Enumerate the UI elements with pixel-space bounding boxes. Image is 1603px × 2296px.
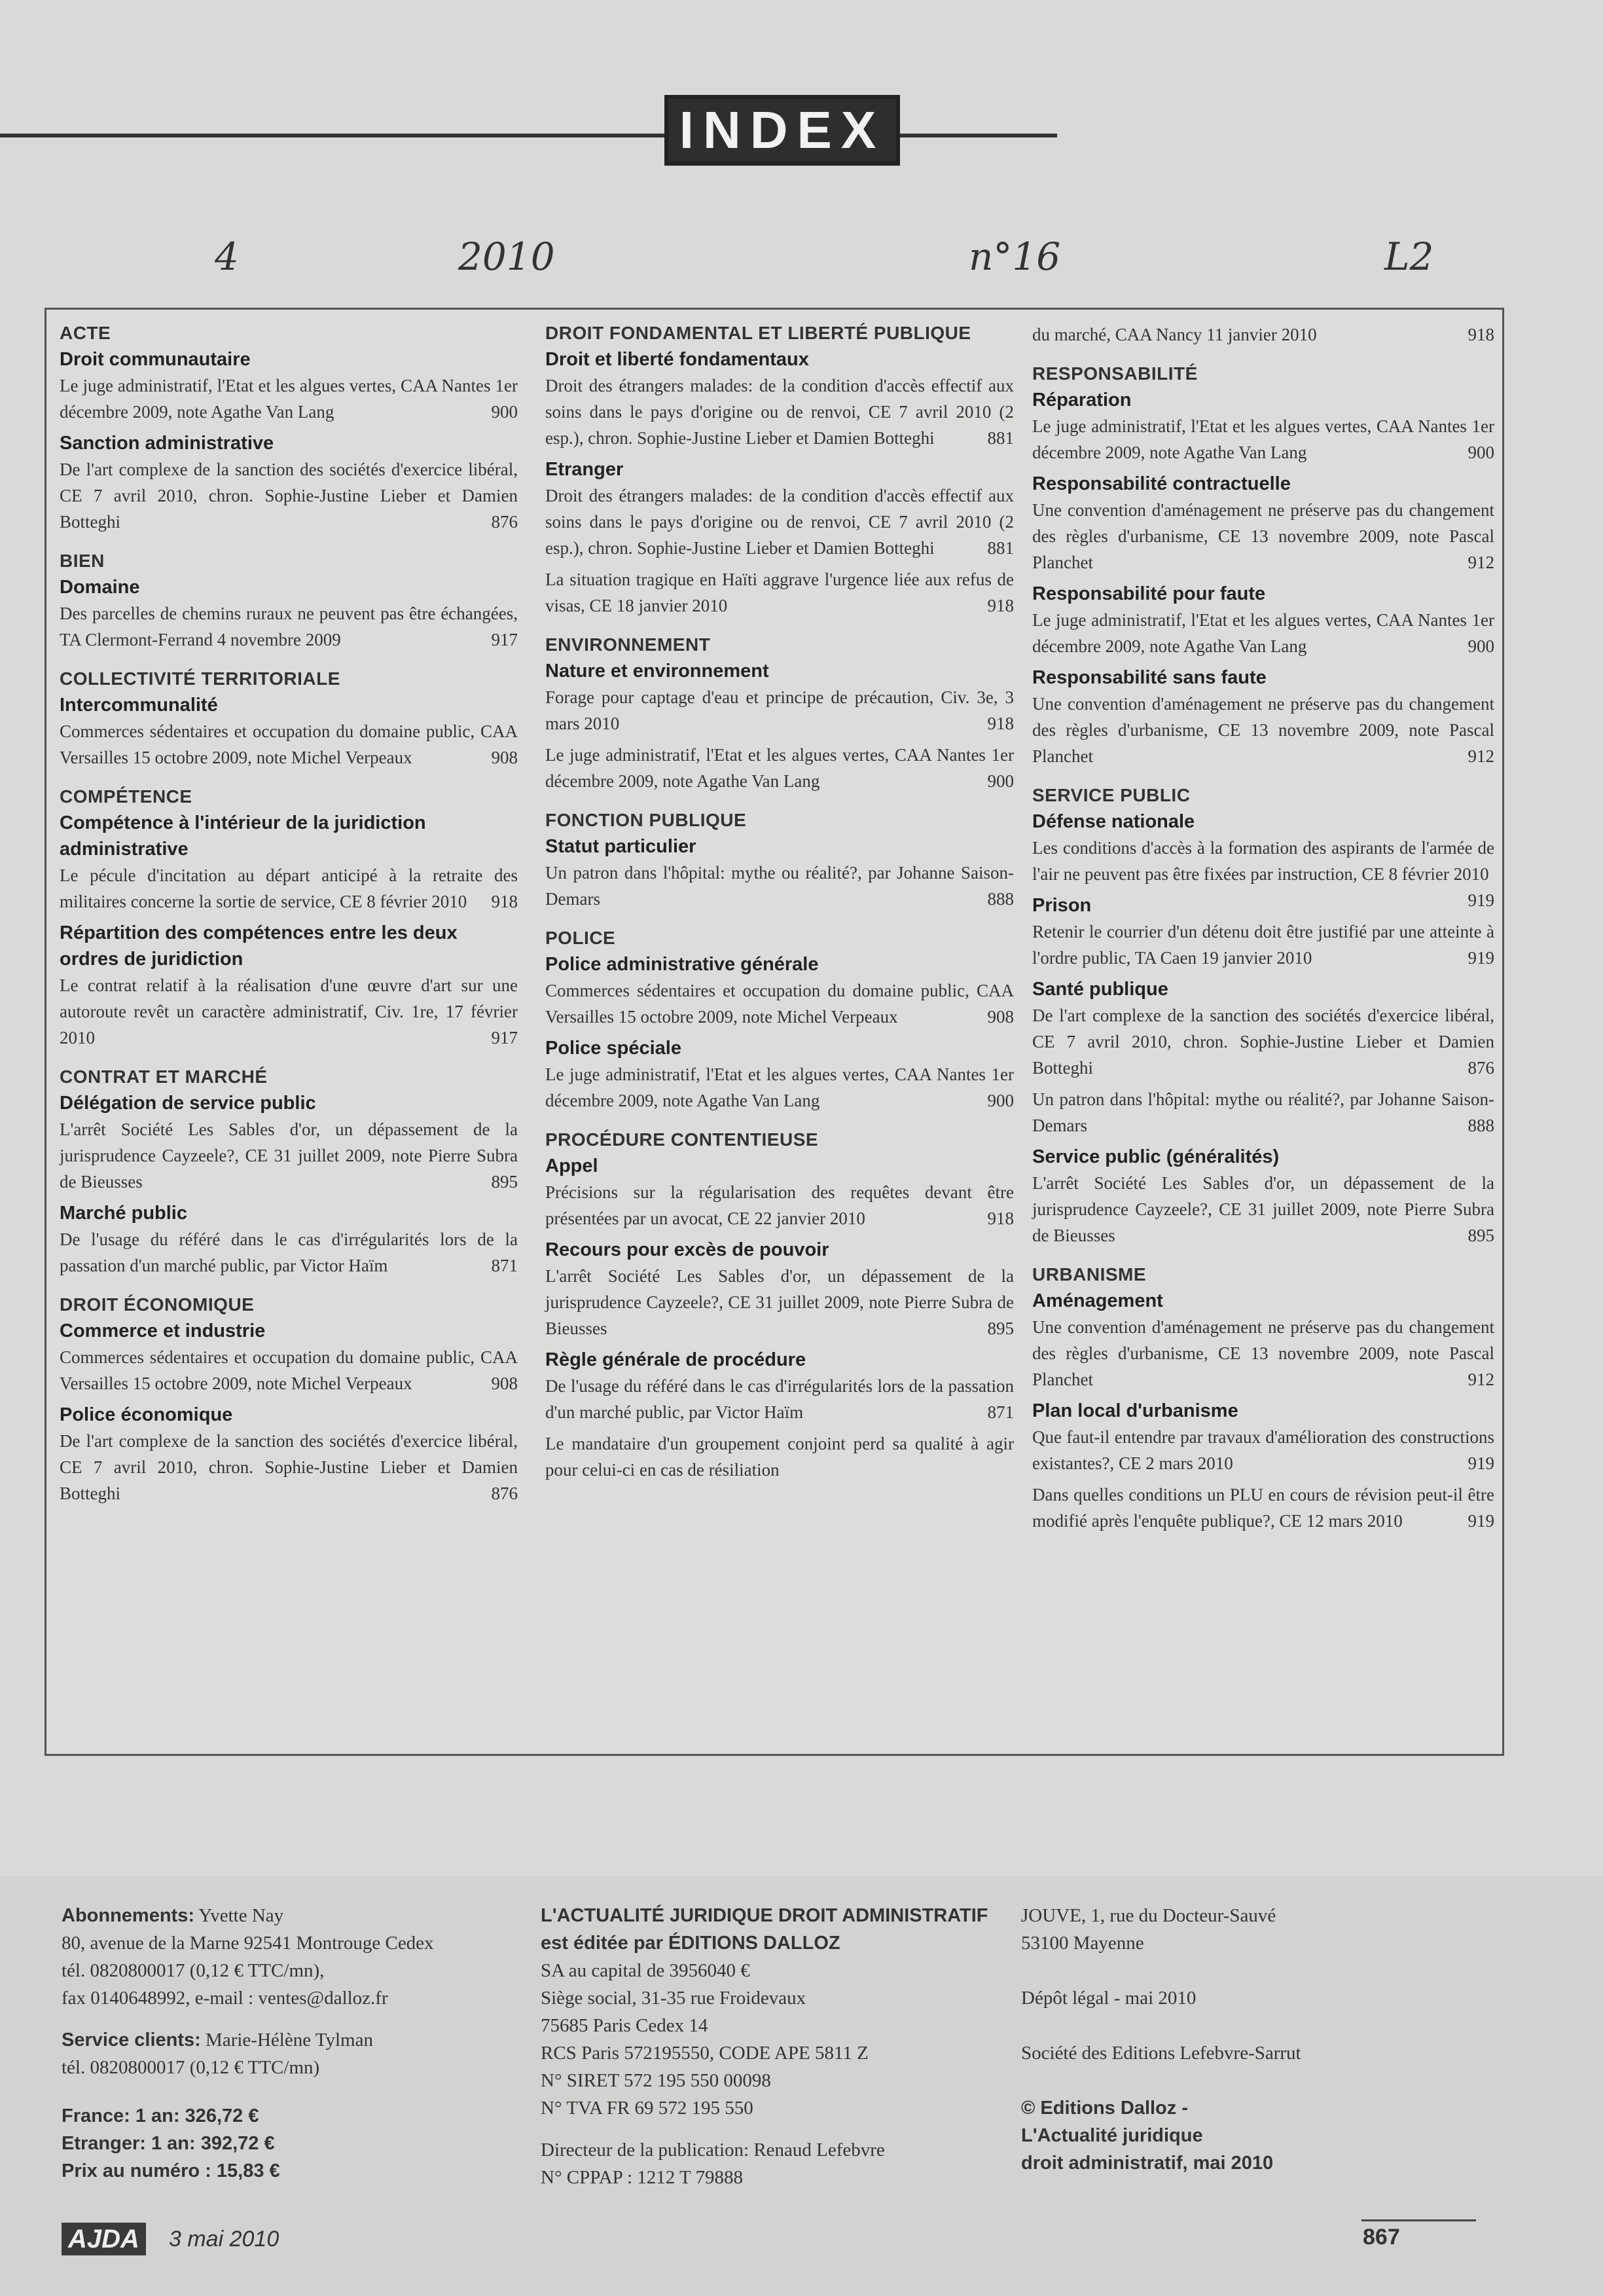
index-subsection-heading: Responsabilité pour faute bbox=[1032, 583, 1266, 604]
index-entry-text: De l'art complexe de la sanction des sociétés d'exercice libéral, CE 7 avril 2010, chron. Sophie-Justine Lieber et Damien Botteghi bbox=[60, 1431, 518, 1503]
index-entry bbox=[60, 862, 518, 915]
index-entry bbox=[1032, 497, 1494, 575]
index-entry-page: 917 bbox=[491, 1028, 518, 1048]
index-subsection-heading: Sanction administrative bbox=[60, 433, 274, 454]
index-entry-page: 900 bbox=[1468, 443, 1494, 462]
index-subsection-heading: Réparation bbox=[1032, 390, 1132, 410]
societe-editions: Société des Editions Lefebvre-Sarrut bbox=[1021, 2043, 1301, 2064]
publisher-line: SA au capital de 3956040 € bbox=[541, 1960, 750, 1981]
printer-line: 53100 Mayenne bbox=[1021, 1933, 1144, 1954]
index-subsection-heading: Appel bbox=[545, 1156, 598, 1176]
index-entry-page: 895 bbox=[987, 1319, 1014, 1338]
index-subsection-heading: Police administrative générale bbox=[545, 954, 819, 975]
price-france: France: 1 an: 326,72 € bbox=[62, 2105, 259, 2126]
index-entry-text: Les conditions d'accès à la formation des aspirants de l'armée de l'air ne peuvent pas être fixées par instruction, CE 8 février 2010 bbox=[1032, 838, 1494, 884]
index-entry bbox=[545, 1430, 1014, 1483]
index-entry-text: Le juge administratif, l'Etat et les algues vertes, CAA Nantes 1er décembre 2009, note Agathe Van Lang bbox=[545, 745, 1014, 791]
index-entry-page: 919 bbox=[1468, 948, 1494, 968]
index-entry-text: Dans quelles conditions un PLU en cours de révision peut-il être modifié après l'enquête publique?, CE 12 mars 2010 bbox=[1032, 1485, 1494, 1531]
index-entry-text: L'arrêt Société Les Sables d'or, un dépassement de la jurisprudence Cayzeele?, CE 31 juillet 2009, note Pierre Subra de Bieusses bbox=[60, 1120, 518, 1192]
index-entry bbox=[1032, 919, 1494, 971]
index-entry bbox=[545, 860, 1014, 912]
index-entry-text: Un patron dans l'hôpital: mythe ou réalité?, par Johanne Saison-Demars bbox=[545, 863, 1014, 909]
index-entry bbox=[60, 1116, 518, 1195]
index-entry-page: 919 bbox=[1468, 1511, 1494, 1531]
index-entry-page: 912 bbox=[1468, 1370, 1494, 1389]
index-entry bbox=[545, 483, 1014, 561]
publisher-line: RCS Paris 572195550, CODE APE 5811 Z bbox=[541, 2043, 869, 2064]
index-entry bbox=[545, 1061, 1014, 1114]
index-entry bbox=[60, 972, 518, 1051]
index-subsection-heading: Aménagement bbox=[1032, 1290, 1163, 1311]
index-entry bbox=[545, 1373, 1014, 1425]
index-entry-page: 895 bbox=[1468, 1226, 1494, 1245]
index-entry-text: Commerces sédentaires et occupation du domaine public, CAA Versailles 15 octobre 2009, note Michel Verpeaux bbox=[545, 981, 1014, 1027]
index-entry bbox=[1032, 321, 1494, 348]
index-section-heading: ENVIRONNEMENT bbox=[545, 634, 711, 655]
index-entry-page: 900 bbox=[1468, 636, 1494, 656]
index-subsection-heading: Responsabilité sans faute bbox=[1032, 667, 1267, 688]
abonnements-line: fax 0140648992, e-mail : ventes@dalloz.fr bbox=[62, 1988, 388, 2009]
index-entry-page: 912 bbox=[1468, 746, 1494, 766]
index-subsection-heading: Statut particulier bbox=[545, 836, 696, 857]
index-entry-text: L'arrêt Société Les Sables d'or, un dépassement de la jurisprudence Cayzeele?, CE 31 juillet 2009, note Pierre Subra de Bieusses bbox=[1032, 1173, 1494, 1245]
index-section-heading: SERVICE PUBLIC bbox=[1032, 785, 1191, 805]
copyright-line: droit administratif, mai 2010 bbox=[1021, 2153, 1274, 2174]
index-entry bbox=[545, 566, 1014, 619]
index-entry-text: Une convention d'aménagement ne préserve pas du changement des règles d'urbanisme, CE 13 novembre 2009, note Pascal Planchet bbox=[1032, 1317, 1494, 1389]
page-number: 867 bbox=[1363, 2225, 1400, 2250]
index-entry-text: De l'art complexe de la sanction des sociétés d'exercice libéral, CE 7 avril 2010, chron. Sophie-Justine Lieber et Damien Botteghi bbox=[60, 460, 518, 532]
index-subsection-heading: Compétence à l'intérieur de la juridiction administrative bbox=[60, 812, 426, 860]
cppap-number: N° CPPAP : 1212 T 79888 bbox=[541, 2167, 743, 2188]
index-entry-page: 918 bbox=[987, 714, 1014, 733]
header-rule-right bbox=[900, 134, 1057, 137]
index-section-heading: DROIT ÉCONOMIQUE bbox=[60, 1294, 255, 1315]
index-entry-page: 900 bbox=[491, 402, 518, 422]
index-section-heading: POLICE bbox=[545, 928, 616, 948]
index-entry-text: Commerces sédentaires et occupation du domaine public, CAA Versailles 15 octobre 2009, note Michel Verpeaux bbox=[60, 1347, 518, 1393]
index-subsection-heading: Police spéciale bbox=[545, 1038, 681, 1059]
index-entry-page: 871 bbox=[491, 1256, 518, 1275]
index-section-heading: COLLECTIVITÉ TERRITORIALE bbox=[60, 668, 340, 689]
index-entry-text: Le juge administratif, l'Etat et les algues vertes, CAA Nantes 1er décembre 2009, note Agathe Van Lang bbox=[60, 376, 518, 422]
index-column-3 bbox=[1032, 321, 1494, 1539]
publication-director: Directeur de la publication: Renaud Lefebvre bbox=[541, 2140, 885, 2160]
publisher-line: N° SIRET 572 195 550 00098 bbox=[541, 2070, 771, 2091]
index-subsection-heading: Etranger bbox=[545, 459, 624, 480]
index-entry bbox=[545, 1263, 1014, 1341]
index-subsection-heading: Délégation de service public bbox=[60, 1093, 316, 1114]
index-section-heading: PROCÉDURE CONTENTIEUSE bbox=[545, 1129, 819, 1150]
handwritten-note: n°16 bbox=[969, 234, 1061, 279]
index-entry-page: 919 bbox=[1468, 1453, 1494, 1473]
index-entry-text: De l'usage du référé dans le cas d'irrégularités lors de la passation d'un marché public, par Victor Haïm bbox=[60, 1230, 518, 1275]
footer-legal bbox=[1021, 1902, 1492, 2177]
handwritten-note: L2 bbox=[1384, 234, 1434, 279]
price-numero: Prix au numéro : 15,83 € bbox=[62, 2160, 280, 2181]
index-entry-page: 888 bbox=[987, 889, 1014, 909]
index-entry-text: De l'usage du référé dans le cas d'irrégularités lors de la passation d'un marché public, par Victor Haïm bbox=[545, 1376, 1014, 1422]
index-entry bbox=[60, 718, 518, 771]
index-entry-text: Droit des étrangers malades: de la condition d'accès effectif aux soins dans le pays d'origine ou de renvoi, CE 7 avril 2010 (2 esp.), chron. Sophie-Justine Lieber et Damien Botteghi bbox=[545, 376, 1014, 448]
index-entry-page: 912 bbox=[1468, 553, 1494, 572]
index-entry-text: du marché, CAA Nancy 11 janvier 2010 bbox=[1032, 325, 1317, 344]
index-entry-page: 918 bbox=[1468, 325, 1494, 344]
index-section-heading: CONTRAT ET MARCHÉ bbox=[60, 1066, 268, 1087]
index-subsection-heading: Répartition des compétences entre les deux ordres de juridiction bbox=[60, 922, 458, 970]
index-entry bbox=[1032, 1424, 1494, 1476]
index-entry-page: 908 bbox=[987, 1007, 1014, 1027]
index-entry bbox=[1032, 1002, 1494, 1081]
index-entry bbox=[545, 977, 1014, 1030]
index-subsection-heading: Règle générale de procédure bbox=[545, 1349, 806, 1370]
index-entry bbox=[60, 1226, 518, 1279]
index-entry-text: Le pécule d'incitation au départ anticipé à la retraite des militaires concerne la sortie de service, CE 8 février 2010 bbox=[60, 866, 518, 911]
index-banner bbox=[664, 95, 900, 166]
index-entry bbox=[60, 373, 518, 425]
index-entry-page: 919 bbox=[1468, 890, 1494, 910]
index-entry-text: Commerces sédentaires et occupation du domaine public, CAA Versailles 15 octobre 2009, note Michel Verpeaux bbox=[60, 721, 518, 767]
index-entry bbox=[545, 1179, 1014, 1231]
service-clients-label: Service clients: bbox=[62, 2030, 201, 2050]
publisher-line: Siège social, 31-35 rue Froidevaux bbox=[541, 1988, 806, 2009]
index-subsection-heading: Nature et environnement bbox=[545, 661, 769, 682]
index-entry-page: 908 bbox=[491, 1374, 518, 1393]
index-entry-text: L'arrêt Société Les Sables d'or, un dépassement de la jurisprudence Cayzeele?, CE 31 juillet 2009, note Pierre Subra de Bieusses bbox=[545, 1266, 1014, 1338]
index-entry bbox=[1032, 1314, 1494, 1393]
index-entry-text: Des parcelles de chemins ruraux ne peuvent pas être échangées, TA Clermont-Ferrand 4 novembre 2009 bbox=[60, 604, 518, 649]
depot-legal: Dépôt légal - mai 2010 bbox=[1021, 1988, 1197, 2009]
handwritten-note: 2010 bbox=[458, 234, 555, 279]
index-entry bbox=[60, 1428, 518, 1506]
index-entry-page: 895 bbox=[491, 1172, 518, 1192]
index-column-1 bbox=[60, 321, 518, 1512]
issue-date: 3 mai 2010 bbox=[169, 2227, 279, 2251]
index-entry-text: Précisions sur la régularisation des requêtes devant être présentées par un avocat, CE 22 janvier 2010 bbox=[545, 1182, 1014, 1228]
index-entry bbox=[1032, 691, 1494, 769]
index-entry-text: Le juge administratif, l'Etat et les algues vertes, CAA Nantes 1er décembre 2009, note Agathe Van Lang bbox=[1032, 610, 1494, 656]
publisher-title: est éditée par ÉDITIONS DALLOZ bbox=[541, 1933, 840, 1954]
index-subsection-heading: Police économique bbox=[60, 1404, 233, 1425]
index-subsection-heading: Intercommunalité bbox=[60, 695, 218, 716]
publisher-line: N° TVA FR 69 572 195 550 bbox=[541, 2098, 753, 2119]
index-entry bbox=[60, 1344, 518, 1396]
price-etranger: Etranger: 1 an: 392,72 € bbox=[62, 2133, 275, 2154]
index-entry-text: La situation tragique en Haïti aggrave l'urgence liée aux refus de visas, CE 18 janvier 2010 bbox=[545, 570, 1014, 615]
footer-publisher bbox=[541, 1902, 1012, 2191]
index-subsection-heading: Droit communautaire bbox=[60, 349, 251, 370]
handwritten-note: 4 bbox=[215, 234, 239, 279]
footer-subscriptions bbox=[62, 1902, 520, 2185]
publisher-title: L'ACTUALITÉ JURIDIQUE DROIT ADMINISTRATIF bbox=[541, 1905, 988, 1926]
service-clients-phone: tél. 0820800017 (0,12 € TTC/mn) bbox=[62, 2057, 320, 2078]
page-number-rule bbox=[1361, 2219, 1476, 2221]
index-entry bbox=[1032, 1086, 1494, 1139]
printer-line: JOUVE, 1, rue du Docteur-Sauvé bbox=[1021, 1905, 1276, 1926]
index-entry bbox=[60, 456, 518, 535]
index-entry-text: De l'art complexe de la sanction des sociétés d'exercice libéral, CE 7 avril 2010, chron. Sophie-Justine Lieber et Damien Botteghi bbox=[1032, 1006, 1494, 1078]
index-entry-page: 881 bbox=[987, 428, 1014, 448]
index-section-heading: FONCTION PUBLIQUE bbox=[545, 810, 747, 830]
index-section-heading: URBANISME bbox=[1032, 1264, 1147, 1285]
index-entry-page: 871 bbox=[987, 1402, 1014, 1422]
index-section-heading: RESPONSABILITÉ bbox=[1032, 363, 1198, 384]
index-entry bbox=[1032, 1482, 1494, 1534]
index-section-heading: ACTE bbox=[60, 323, 111, 343]
index-column-2 bbox=[545, 321, 1014, 1488]
index-entry-page: 876 bbox=[1468, 1058, 1494, 1078]
abonnements-name: Yvette Nay bbox=[198, 1905, 284, 1926]
index-subsection-heading: Défense nationale bbox=[1032, 811, 1195, 832]
index-entry-page: 900 bbox=[987, 771, 1014, 791]
index-entry-text: Le juge administratif, l'Etat et les algues vertes, CAA Nantes 1er décembre 2009, note Agathe Van Lang bbox=[545, 1065, 1014, 1110]
index-subsection-heading: Plan local d'urbanisme bbox=[1032, 1400, 1238, 1421]
index-entry bbox=[545, 373, 1014, 451]
index-entry-text: Le mandataire d'un groupement conjoint perd sa qualité à agir pour celui-ci en cas de résiliation bbox=[545, 1434, 1014, 1480]
index-entry-text: Retenir le courrier d'un détenu doit être justifié par une atteinte à l'ordre public, TA Caen 19 janvier 2010 bbox=[1032, 922, 1494, 968]
index-section-heading: BIEN bbox=[60, 551, 105, 571]
index-entry-page: 918 bbox=[491, 892, 518, 911]
index-entry-text: Le contrat relatif à la réalisation d'une œuvre d'art sur une autoroute revêt un caractère administratif, Civ. 1re, 17 février 2010 bbox=[60, 975, 518, 1048]
index-entry-page: 908 bbox=[491, 748, 518, 767]
index-entry-text: Le juge administratif, l'Etat et les algues vertes, CAA Nantes 1er décembre 2009, note Agathe Van Lang bbox=[1032, 416, 1494, 462]
index-entry-text: Que faut-il entendre par travaux d'amélioration des constructions existantes?, CE 2 mars 2010 bbox=[1032, 1427, 1494, 1473]
index-subsection-heading: Commerce et industrie bbox=[60, 1321, 266, 1341]
index-subsection-heading: Responsabilité contractuelle bbox=[1032, 473, 1291, 494]
index-subsection-heading: Droit et liberté fondamentaux bbox=[545, 349, 809, 370]
index-entry bbox=[1032, 1170, 1494, 1248]
abonnements-line: 80, avenue de la Marne 92541 Montrouge Cedex bbox=[62, 1933, 434, 1954]
ajda-logo: AJDA bbox=[62, 2223, 146, 2255]
index-subsection-heading: Prison bbox=[1032, 895, 1092, 916]
index-subsection-heading: Recours pour excès de pouvoir bbox=[545, 1239, 829, 1260]
index-box bbox=[45, 308, 1504, 1756]
index-section-heading: DROIT FONDAMENTAL ET LIBERTÉ PUBLIQUE bbox=[545, 323, 971, 343]
index-entry-page: 881 bbox=[987, 538, 1014, 558]
index-entry bbox=[1032, 413, 1494, 465]
publisher-line: 75685 Paris Cedex 14 bbox=[541, 2015, 708, 2036]
index-entry-page: 918 bbox=[987, 596, 1014, 615]
index-entry-text: Forage pour captage d'eau et principe de précaution, Civ. 3e, 3 mars 2010 bbox=[545, 687, 1014, 733]
abonnements-line: tél. 0820800017 (0,12 € TTC/mn), bbox=[62, 1960, 325, 1981]
copyright-line: © Editions Dalloz - bbox=[1021, 2098, 1188, 2119]
index-entry bbox=[1032, 607, 1494, 659]
index-section-heading: COMPÉTENCE bbox=[60, 786, 192, 807]
index-entry-text: Un patron dans l'hôpital: mythe ou réalité?, par Johanne Saison-Demars bbox=[1032, 1089, 1494, 1135]
index-subsection-heading: Marché public bbox=[60, 1203, 187, 1224]
index-subsection-heading: Domaine bbox=[60, 577, 140, 598]
index-entry-page: 876 bbox=[491, 512, 518, 532]
index-entry-text: Une convention d'aménagement ne préserve pas du changement des règles d'urbanisme, CE 13 novembre 2009, note Pascal Planchet bbox=[1032, 500, 1494, 572]
index-entry-page: 918 bbox=[987, 1209, 1014, 1228]
index-banner-text: INDEX bbox=[679, 101, 886, 159]
index-subsection-heading: Santé publique bbox=[1032, 979, 1168, 1000]
index-entry-page: 900 bbox=[987, 1091, 1014, 1110]
index-entry-text: Droit des étrangers malades: de la condition d'accès effectif aux soins dans le pays d'origine ou de renvoi, CE 7 avril 2010 (2 esp.), chron. Sophie-Justine Lieber et Damien Botteghi bbox=[545, 486, 1014, 558]
index-entry bbox=[545, 742, 1014, 794]
header-rule-left bbox=[0, 134, 664, 137]
abonnements-label: Abonnements: bbox=[62, 1905, 194, 1926]
index-entry-text: Une convention d'aménagement ne préserve pas du changement des règles d'urbanisme, CE 13 novembre 2009, note Pascal Planchet bbox=[1032, 694, 1494, 766]
index-entry-page: 917 bbox=[491, 630, 518, 649]
index-entry-page: 888 bbox=[1468, 1116, 1494, 1135]
index-entry bbox=[60, 600, 518, 653]
index-entry bbox=[545, 684, 1014, 737]
copyright-line: L'Actualité juridique bbox=[1021, 2125, 1203, 2146]
service-clients-name: Marie-Hélène Tylman bbox=[206, 2030, 373, 2050]
index-subsection-heading: Service public (généralités) bbox=[1032, 1146, 1280, 1167]
index-entry-page: 876 bbox=[491, 1484, 518, 1503]
